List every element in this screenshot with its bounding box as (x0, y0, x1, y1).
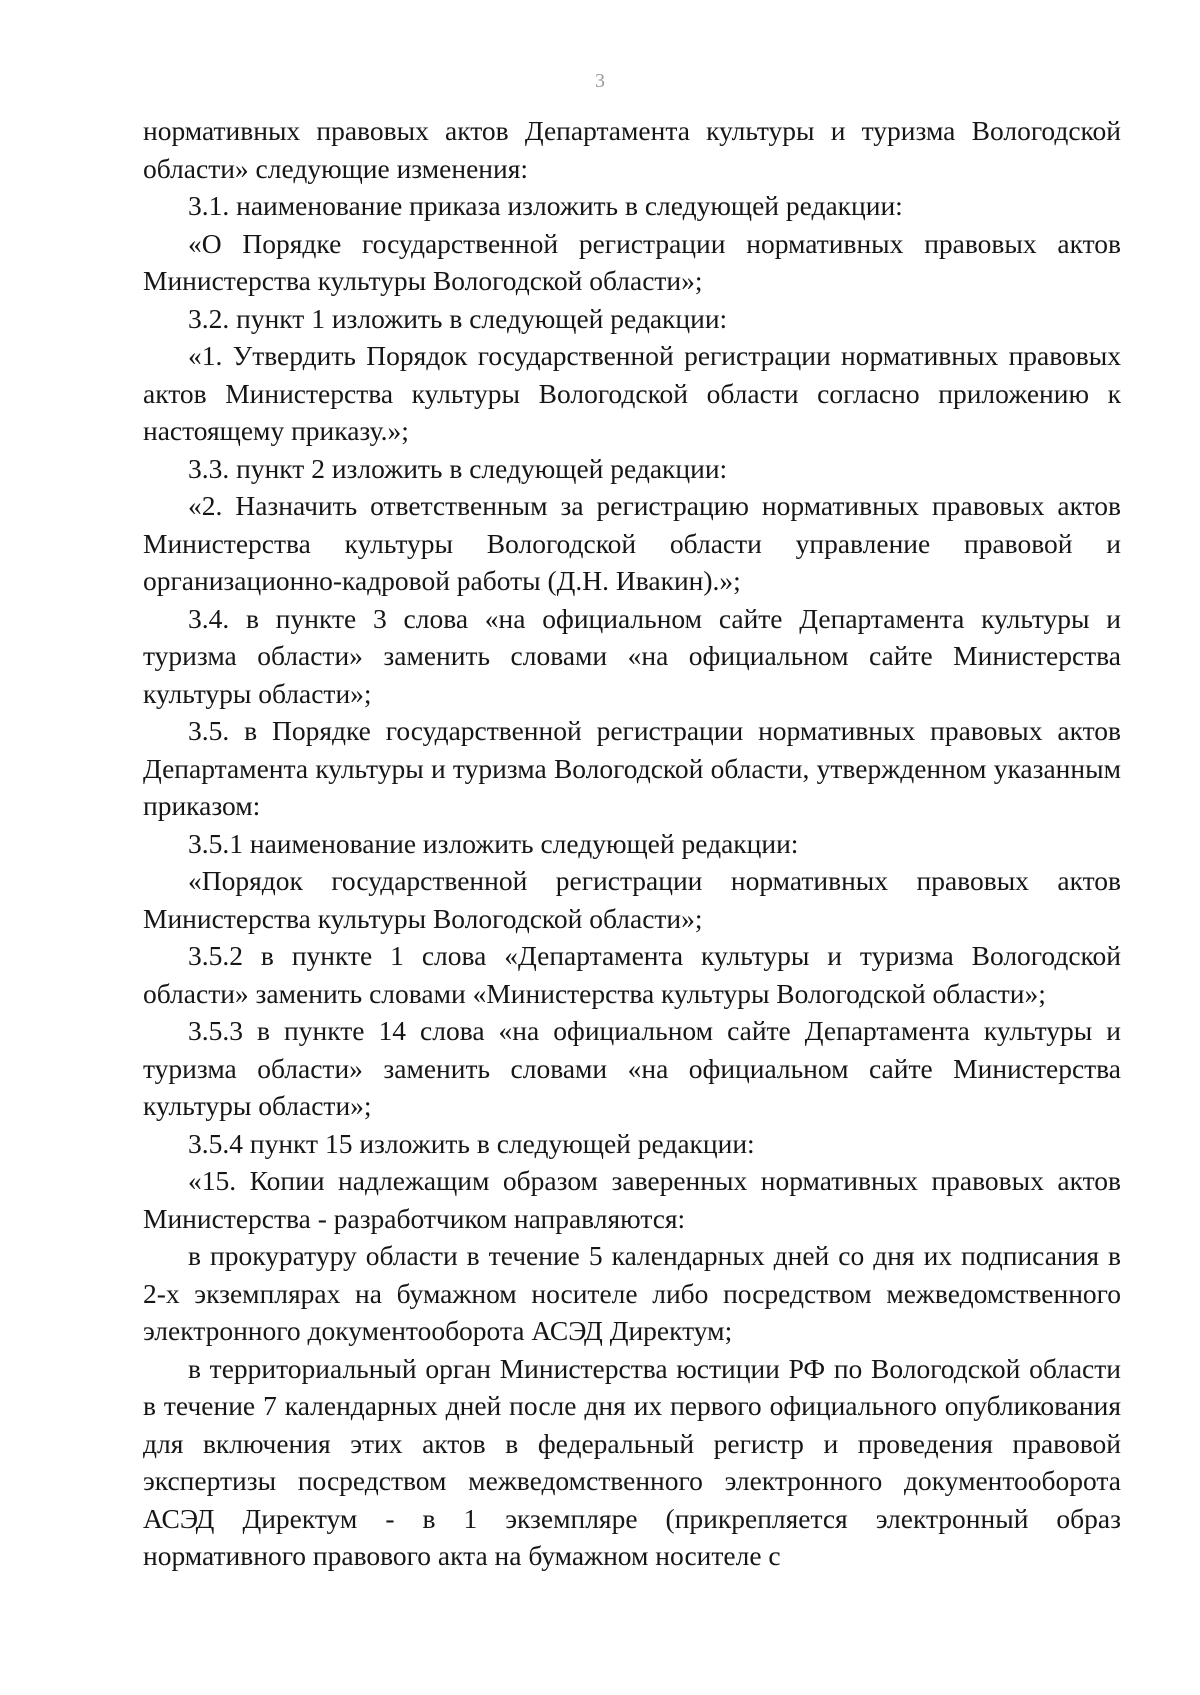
paragraph-3-4: 3.4. в пункте 3 слова «на официальном сайте Департамента культуры и туризма области» заменить словами «на официальном сайте Министерства культуры области»; (143, 602, 1121, 709)
page-number: 3 (595, 70, 605, 92)
paragraph-quote-title: «О Порядке государственной регистрации нормативных правовых актов Министерства культуры Вологодской области»; (143, 227, 1121, 296)
paragraph-quote-point-1: «1. Утвердить Порядок государственной регистрации нормативных правовых актов Министерства культуры Вологодской области согласно приложению к настоящему приказу.»; (143, 340, 1121, 446)
paragraph-quote-point-15: «15. Копии надлежащим образом заверенных нормативных правовых актов Министерства - разработчиком направляются: (143, 1165, 1121, 1234)
paragraph-justice-ministry: в территориальный орган Министерства юстиции РФ по Вологодской области в течение 7 календарных дней после дня их первого официального опубликования для включения этих актов в федеральный регистр и проведения правовой экспертизы посредством межведомственного электронного документооборота АСЭД Директум - в 1 экземпляре (прикрепляется электронный образ нормативного правового акта на бумажном носителе с (143, 1352, 1121, 1571)
paragraph-quote-procedure-title: «Порядок государственной регистрации нормативных правовых актов Министерства культуры Вологодской области»; (143, 865, 1121, 934)
paragraph-3-5-4: 3.5.4 пункт 15 изложить в следующей редакции: (188, 1127, 755, 1159)
paragraph-quote-point-2: «2. Назначить ответственным за регистрацию нормативных правовых актов Министерства культуры Вологодской области управление правовой и организационно-кадровой работы (Д.Н. Ивакин).»; (143, 490, 1121, 596)
paragraph-3-5-2: 3.5.2 в пункте 1 слова «Департамента культуры и туризма Вологодской области» заменить словами «Министерства культуры Вологодской области»; (143, 940, 1121, 1009)
paragraph-3-2: 3.2. пункт 1 изложить в следующей редакции: (188, 302, 728, 334)
paragraph-3-5: 3.5. в Порядке государственной регистрации нормативных правовых актов Департамента культуры и туризма Вологодской области, утвержденном указанным приказом: (143, 715, 1121, 821)
document-body (143, 112, 1121, 1575)
paragraph-3-5-3: 3.5.3 в пункте 14 слова «на официальном сайте Департамента культуры и туризма области» заменить словами «на официальном сайте Министерства культуры области»; (143, 1015, 1121, 1121)
paragraph-continuation: нормативных правовых актов Департамента культуры и туризма Вологодской области» следующие изменения: (143, 115, 1121, 184)
paragraph-prosecutor: в прокуратуру области в течение 5 календарных дней со дня их подписания в 2-х экземплярах на бумажном носителе либо посредством межведомственного электронного документооборота АСЭД Директум; (143, 1240, 1121, 1346)
paragraph-3-5-1: 3.5.1 наименование изложить следующей редакции: (188, 827, 799, 859)
paragraph-3-1: 3.1. наименование приказа изложить в следующей редакции: (188, 190, 903, 221)
paragraph-3-3: 3.3. пункт 2 изложить в следующей редакции: (188, 452, 728, 484)
